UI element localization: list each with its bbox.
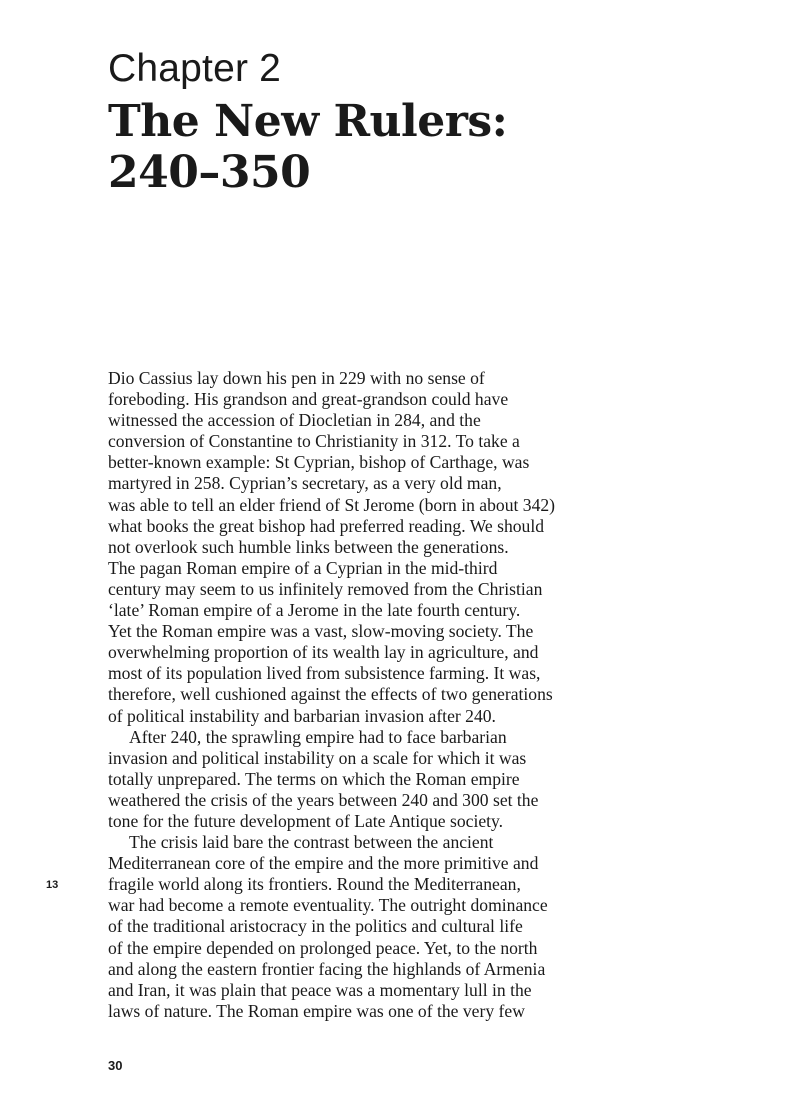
text-line: totally unprepared. The terms on which the Roman empire xyxy=(108,768,520,789)
text-line: war had become a remote eventuality. The outright dominance xyxy=(108,895,548,916)
text-line: Mediterranean core of the empire and the more primitive and xyxy=(108,853,539,874)
text-line: invasion and political instability on a scale for which it was xyxy=(108,747,527,768)
chapter-title-dates: 240–350 xyxy=(108,147,311,198)
text-line: fragile world along its frontiers. Round the Mediterranean, xyxy=(108,874,521,895)
text-line: and along the eastern frontier facing the highlands of Armenia xyxy=(108,958,546,979)
text-line: most of its population lived from subsistence farming. It was, xyxy=(108,663,541,684)
text-line: what books the great bishop had preferred reading. We should xyxy=(108,515,545,536)
text-line: foreboding. His grandson and great-grandson could have xyxy=(108,389,509,410)
paragraph-start-line: After 240, the sprawling empire had to face barbarian xyxy=(129,726,507,747)
text-line: The pagan Roman empire of a Cyprian in the mid-third xyxy=(108,557,498,578)
text-line: witnessed the accession of Diocletian in 284, and the xyxy=(108,410,481,431)
text-line: Dio Cassius lay down his pen in 229 with no sense of xyxy=(108,368,485,388)
chapter-title-line: The New Rulers: xyxy=(108,96,508,147)
text-line: martyred in 258. Cyprian’s secretary, as a very old man, xyxy=(108,473,502,494)
text-line: better-known example: St Cyprian, bishop of Carthage, was xyxy=(108,452,530,473)
text-line: of political instability and barbarian invasion after 240. xyxy=(108,705,496,726)
text-line: therefore, well cushioned against the effects of two generations xyxy=(108,684,553,705)
text-line: not overlook such humble links between the generations. xyxy=(108,536,509,557)
text-line: of the empire depended on prolonged peace. Yet, to the north xyxy=(108,937,538,958)
text-line: and Iran, it was plain that peace was a momentary lull in the xyxy=(108,979,532,1000)
text-line: century may seem to us infinitely removed from the Christian xyxy=(108,578,543,599)
margin-reference-number: 13 xyxy=(46,879,59,891)
page-number: 30 xyxy=(108,1058,123,1073)
text-line: laws of nature. The Roman empire was one of the very few xyxy=(108,1000,525,1021)
text-line: tone for the future development of Late Antique society. xyxy=(108,810,504,831)
text-line: Yet the Roman empire was a vast, slow-moving society. The xyxy=(108,621,534,642)
paragraph-start-line: The crisis laid bare the contrast between the ancient xyxy=(129,832,494,853)
body-text xyxy=(108,368,638,1022)
text-line: was able to tell an elder friend of St Jerome (born in about 342) xyxy=(108,494,556,515)
text-line: ‘late’ Roman empire of a Jerome in the late fourth century. xyxy=(108,600,521,621)
text-line: overwhelming proportion of its wealth lay in agriculture, and xyxy=(108,642,539,663)
text-line: of the traditional aristocracy in the politics and cultural life xyxy=(108,916,523,937)
text-line: weathered the crisis of the years between 240 and 300 set the xyxy=(108,789,539,810)
chapter-label: Chapter 2 xyxy=(108,47,282,90)
text-line: conversion of Constantine to Christianity in 312. To take a xyxy=(108,431,520,452)
chapter-title xyxy=(108,96,507,198)
